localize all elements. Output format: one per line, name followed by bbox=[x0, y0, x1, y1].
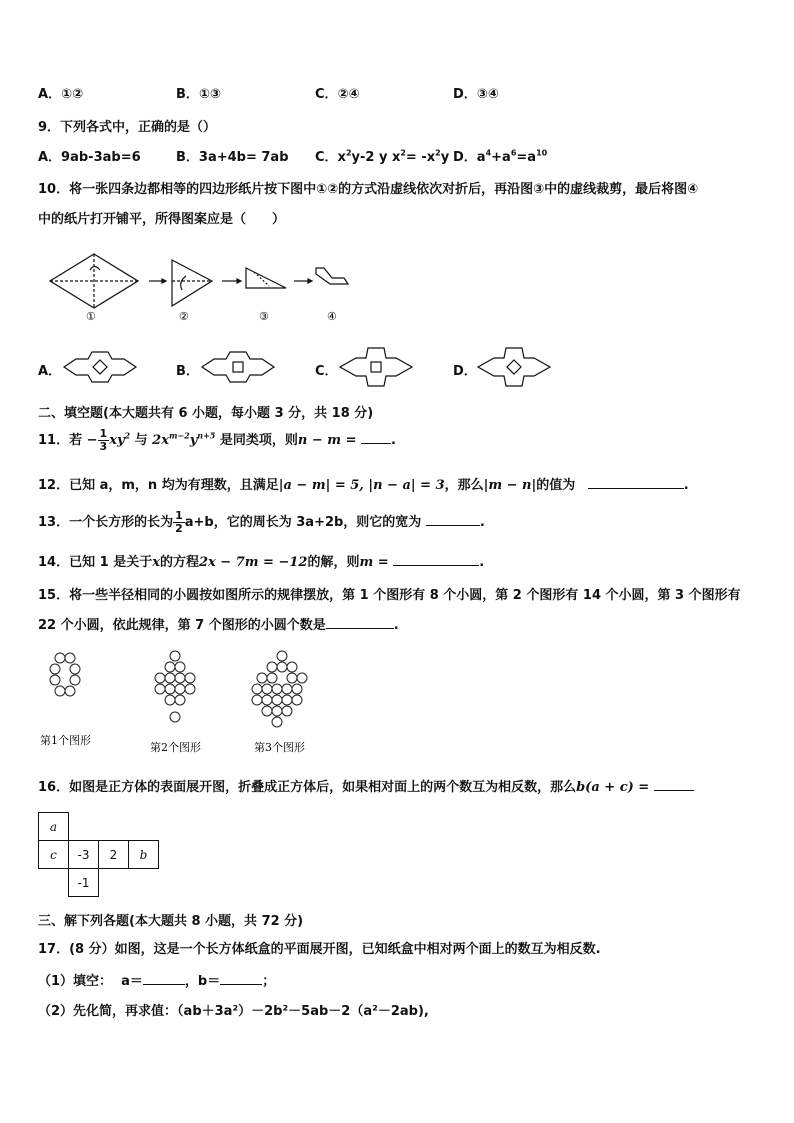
q16: 16．如图是正方体的表面展开图，折叠成正方体后，如果相对面上的两个数互为相反数，那么b(a + c) = bbox=[38, 776, 694, 795]
q9-option-c: C．$x^2y-2$ y $x^2= -x^2y$ bbox=[315, 148, 450, 165]
cube-cell-c: c bbox=[39, 841, 69, 869]
cube-cell-neg1: -1 bbox=[69, 869, 99, 897]
step-label-4: ④ bbox=[327, 310, 337, 323]
cube-cell-neg3: -3 bbox=[69, 841, 99, 869]
cube-cell-2: 2 bbox=[99, 841, 129, 869]
folding-steps-figure bbox=[44, 248, 364, 326]
section-2-heading: 二、填空题(本大题共有 6 小题，每小题 3 分，共 18 分) bbox=[38, 406, 374, 421]
q11-answer-blank[interactable] bbox=[361, 431, 391, 444]
caption-figure-2: 第2个图形 bbox=[150, 741, 201, 754]
triangle-shape bbox=[172, 260, 212, 306]
q14: 14．已知 1 是关于x的方程2x − 7m = −12的解，则m = . bbox=[38, 555, 485, 570]
q10-option-b: B． bbox=[176, 364, 199, 379]
q9-stem: 9．下列各式中，正确的是（） bbox=[38, 120, 217, 135]
q12: 12．已知 a，m，n 均为有理数，且满足|a − m| = 5, |n − a| = 3，那么|m − n|的值为 . bbox=[38, 478, 689, 493]
circle-pattern-figure bbox=[36, 648, 326, 758]
cube-net-table bbox=[38, 812, 159, 897]
cube-cell-b: b bbox=[129, 841, 159, 869]
q8-option-d: D．③④ bbox=[453, 87, 499, 102]
step-label-3: ③ bbox=[259, 310, 269, 323]
caption-figure-3: 第3个图形 bbox=[254, 741, 305, 754]
q15-line1: 15．将一些半径相同的小圆按如图所示的规律摆放，第 1 个图形有 8 个小圆，第 2 个图形有 14 个小圆，第 3 个图形有 bbox=[38, 588, 741, 603]
q13-answer-blank[interactable] bbox=[426, 513, 480, 526]
q13: 13．一个长方形的长为 $\frac{1}{2}$ a+b，它的周长为 3a+2b，则它的宽为 . bbox=[38, 509, 485, 535]
q14-answer-blank[interactable] bbox=[393, 553, 479, 566]
q10-line2: 中的纸片打开铺平，所得图案应是（ ） bbox=[38, 212, 286, 227]
q15-line2: 22 个小圆，依此规律，第 7 个图形的小圆个数是 . bbox=[38, 618, 399, 633]
step-label-1: ① bbox=[86, 310, 96, 323]
q9-option-d: D．$a^4+a^6=a^{10}$ bbox=[453, 148, 548, 165]
cube-cell-a: a bbox=[39, 813, 69, 841]
section-3-heading: 三、解下列各题(本大题共 8 小题，共 72 分) bbox=[38, 914, 304, 929]
caption-figure-1: 第1个图形 bbox=[40, 734, 91, 747]
q10-pattern-a bbox=[62, 348, 138, 386]
q16-answer-blank[interactable] bbox=[654, 778, 694, 791]
q10-option-a: A． bbox=[38, 364, 62, 379]
q10-option-c: C． bbox=[315, 364, 338, 379]
q8-option-c: C．②④ bbox=[315, 87, 360, 102]
q9-option-a: A．9ab-3ab=6 bbox=[38, 150, 141, 165]
step-label-2: ② bbox=[179, 310, 189, 323]
q17-stem: 17．(8 分）如图，这是一个长方体纸盒的平面展开图，已知纸盒中相对两个面上的数互为相反数. bbox=[38, 942, 601, 957]
q11: 11．若 − $\frac{1}{3}$ $xy^2$ 与 $2x^{m-2}y^{n+5}$ 是同类项，则n − m = . bbox=[38, 427, 396, 453]
cut-shape bbox=[316, 268, 348, 284]
q15-answer-blank[interactable] bbox=[326, 616, 394, 629]
q17-part2: （2）先化简，再求值：（ab＋3a²）－2b²－5ab－2（a²－2ab), bbox=[38, 1004, 429, 1019]
q17-part1: （1）填空： a＝ ，b＝ ； bbox=[38, 974, 276, 989]
q8-option-a: A．①② bbox=[38, 87, 84, 102]
q10-pattern-b bbox=[200, 348, 276, 386]
q10-line1: 10．将一张四条边都相等的四边形纸片按下图中①②的方式沿虚线依次对折后，再沿图③中的虚线裁剪，最后将图④ bbox=[38, 182, 699, 197]
q10-pattern-d bbox=[476, 346, 552, 388]
q17-b-blank[interactable] bbox=[220, 972, 262, 985]
q9-option-b: B．3a+4b= 7ab bbox=[176, 150, 289, 165]
q10-pattern-c bbox=[338, 346, 414, 388]
q12-answer-blank[interactable] bbox=[588, 476, 684, 489]
q8-option-b: B．①③ bbox=[176, 87, 221, 102]
q10-option-d: D． bbox=[453, 364, 477, 379]
q17-a-blank[interactable] bbox=[143, 972, 185, 985]
half-triangle-shape bbox=[246, 268, 286, 288]
